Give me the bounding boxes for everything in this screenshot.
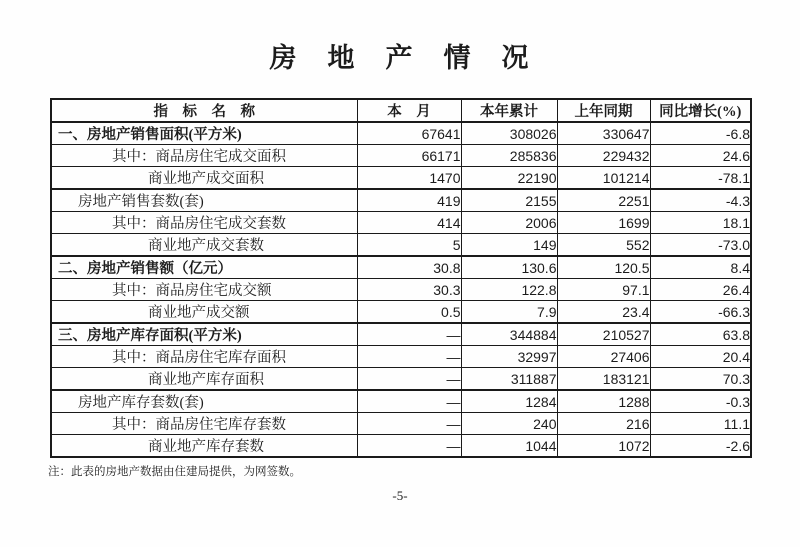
real-estate-table <box>50 98 752 458</box>
cell-value: 24.6 <box>650 145 751 167</box>
cell-value: 1072 <box>557 435 650 458</box>
row-label: 其中：商品房住宅库存套数 <box>51 413 357 435</box>
cell-value: 27406 <box>557 346 650 368</box>
table-row <box>51 167 751 190</box>
cell-value: -4.3 <box>650 189 751 212</box>
cell-value: 5 <box>357 234 461 257</box>
cell-value: 7.9 <box>461 301 557 324</box>
row-label: 其中：商品房住宅库存面积 <box>51 346 357 368</box>
cell-value: 63.8 <box>650 323 751 346</box>
table-row <box>51 346 751 368</box>
col-header-same-period-last-year: 上年同期 <box>557 99 650 122</box>
cell-value: 2155 <box>461 189 557 212</box>
row-label: 商业地产库存面积 <box>51 368 357 391</box>
cell-value: 308026 <box>461 122 557 145</box>
row-label: 其中：商品房住宅成交套数 <box>51 212 357 234</box>
cell-value: 1044 <box>461 435 557 458</box>
cell-value: 0.5 <box>357 301 461 324</box>
cell-value: 32997 <box>461 346 557 368</box>
cell-value: 18.1 <box>650 212 751 234</box>
row-label: 商业地产成交面积 <box>51 167 357 190</box>
cell-value: 23.4 <box>557 301 650 324</box>
row-label: 房地产库存套数(套) <box>51 390 357 413</box>
cell-value: 1699 <box>557 212 650 234</box>
row-label: 商业地产成交额 <box>51 301 357 324</box>
cell-value: — <box>357 346 461 368</box>
cell-value: 419 <box>357 189 461 212</box>
row-label: 商业地产成交套数 <box>51 234 357 257</box>
row-label: 二、房地产销售额（亿元） <box>51 256 357 279</box>
cell-value: -73.0 <box>650 234 751 257</box>
col-header-yoy-growth: 同比增长(%) <box>650 99 751 122</box>
cell-value: 1288 <box>557 390 650 413</box>
cell-value: 67641 <box>357 122 461 145</box>
cell-value: 120.5 <box>557 256 650 279</box>
cell-value: 130.6 <box>461 256 557 279</box>
cell-value: 311887 <box>461 368 557 391</box>
table-row <box>51 368 751 391</box>
cell-value: 183121 <box>557 368 650 391</box>
cell-value: -78.1 <box>650 167 751 190</box>
cell-value: 240 <box>461 413 557 435</box>
cell-value: 330647 <box>557 122 650 145</box>
cell-value: 344884 <box>461 323 557 346</box>
table-row <box>51 234 751 257</box>
cell-value: 1284 <box>461 390 557 413</box>
col-header-this-month: 本 月 <box>357 99 461 122</box>
cell-value: 8.4 <box>650 256 751 279</box>
cell-value: — <box>357 368 461 391</box>
cell-value: — <box>357 390 461 413</box>
table-row <box>51 413 751 435</box>
cell-value: 101214 <box>557 167 650 190</box>
cell-value: -0.3 <box>650 390 751 413</box>
cell-value: 20.4 <box>650 346 751 368</box>
table-row <box>51 323 751 346</box>
page-number: -5- <box>392 488 408 503</box>
table-row <box>51 145 751 167</box>
cell-value: 149 <box>461 234 557 257</box>
table-row <box>51 279 751 301</box>
table-row <box>51 435 751 458</box>
cell-value: -6.8 <box>650 122 751 145</box>
cell-value: -2.6 <box>650 435 751 458</box>
cell-value: — <box>357 413 461 435</box>
table-row <box>51 189 751 212</box>
col-header-indicator-name: 指 标 名 称 <box>51 99 357 122</box>
cell-value: 22190 <box>461 167 557 190</box>
cell-value: 2006 <box>461 212 557 234</box>
table-row <box>51 256 751 279</box>
cell-value: — <box>357 435 461 458</box>
cell-value: — <box>357 323 461 346</box>
cell-value: 414 <box>357 212 461 234</box>
row-label: 一、房地产销售面积(平方米) <box>51 122 357 145</box>
table-body <box>51 122 751 457</box>
row-label: 三、房地产库存面积(平方米) <box>51 323 357 346</box>
table-row <box>51 390 751 413</box>
row-label: 其中：商品房住宅成交面积 <box>51 145 357 167</box>
table-header <box>51 99 751 122</box>
cell-value: 1470 <box>357 167 461 190</box>
cell-value: 30.8 <box>357 256 461 279</box>
cell-value: 11.1 <box>650 413 751 435</box>
cell-value: -66.3 <box>650 301 751 324</box>
cell-value: 26.4 <box>650 279 751 301</box>
cell-value: 97.1 <box>557 279 650 301</box>
cell-value: 229432 <box>557 145 650 167</box>
cell-value: 2251 <box>557 189 650 212</box>
cell-value: 66171 <box>357 145 461 167</box>
table-row <box>51 301 751 324</box>
table-row <box>51 212 751 234</box>
col-header-ytd-total: 本年累计 <box>461 99 557 122</box>
cell-value: 70.3 <box>650 368 751 391</box>
cell-value: 210527 <box>557 323 650 346</box>
cell-value: 285836 <box>461 145 557 167</box>
row-label: 商业地产库存套数 <box>51 435 357 458</box>
row-label: 其中：商品房住宅成交额 <box>51 279 357 301</box>
header-row <box>51 99 751 122</box>
cell-value: 552 <box>557 234 650 257</box>
table-row <box>51 122 751 145</box>
cell-value: 30.3 <box>357 279 461 301</box>
cell-value: 216 <box>557 413 650 435</box>
page-title: 房 地 产 情 况 <box>269 43 531 73</box>
cell-value: 122.8 <box>461 279 557 301</box>
row-label: 房地产销售套数(套) <box>51 189 357 212</box>
footnote: 注：此表的房地产数据由住建局提供，为网签数。 <box>48 466 301 478</box>
